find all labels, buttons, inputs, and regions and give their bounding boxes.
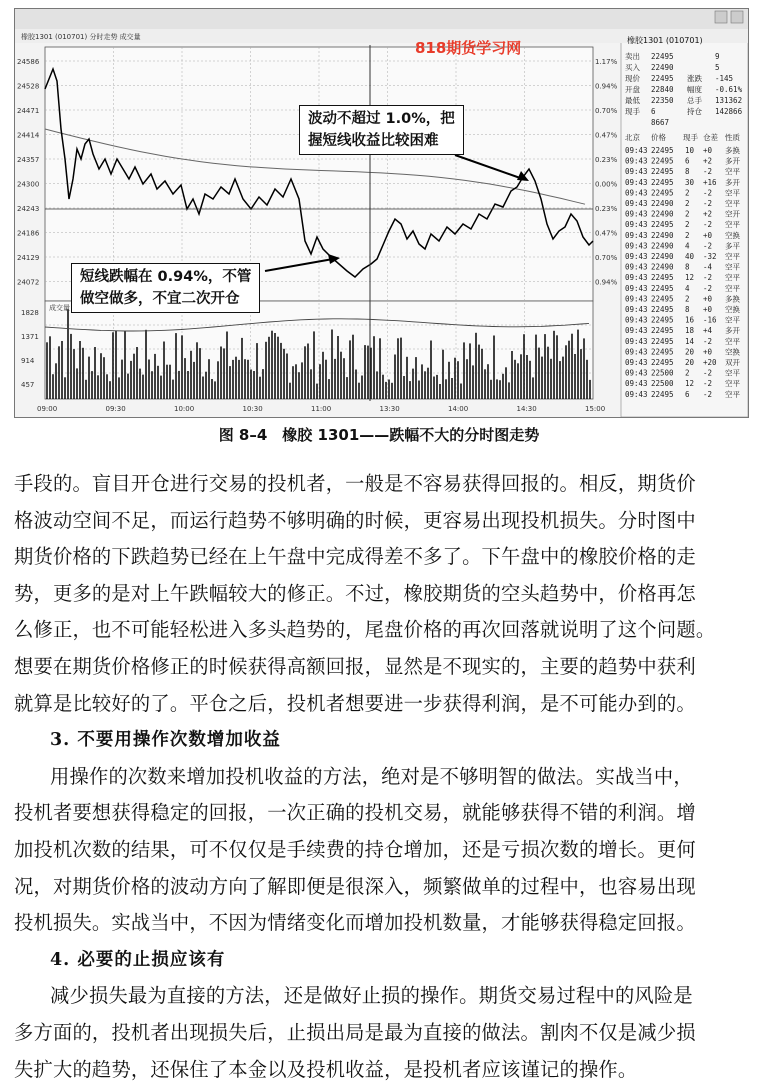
tick-cell: 2 <box>685 220 690 229</box>
quote-cell: 22495 <box>651 74 674 83</box>
tick-cell: 8 <box>685 167 690 176</box>
quote-cell: 持仓 <box>687 106 702 116</box>
para2-line: 况，对期货价格的波动方向了解即便是很深入，频繁做单的过程中，也容易出现 <box>14 869 754 906</box>
tick-cell: 22495 <box>651 326 674 335</box>
tick-cell: 09:43 <box>625 273 648 282</box>
tick-cell: 空平 <box>725 283 740 293</box>
tick-cell: -2 <box>703 369 712 378</box>
tick-cell: 09:43 <box>625 379 648 388</box>
time-axis-label: 15:00 <box>585 405 605 413</box>
para1-line: 期货价格的下跌趋势已经在上午盘中完成得差不多了。下午盘中的橡胶价格的走 <box>14 539 754 576</box>
tick-cell: 多开 <box>725 156 740 166</box>
tick-cell: 8 <box>685 263 690 272</box>
tick-cell: +0 <box>703 347 713 356</box>
tick-cell: 双开 <box>725 358 740 367</box>
volume-axis-label: 457 <box>21 381 34 389</box>
tick-cell: -2 <box>703 379 712 388</box>
quote-cell: 最低 <box>625 96 640 105</box>
time-axis-label: 14:30 <box>517 405 537 413</box>
tick-cell: 空平 <box>725 219 740 229</box>
section-heading-4: 4. 必要的止损应该有 <box>14 942 754 979</box>
price-axis-label: 24471 <box>17 107 39 115</box>
tick-cell: 22495 <box>651 188 674 197</box>
tick-cell: 09:43 <box>625 252 648 261</box>
tick-cell: 09:43 <box>625 337 648 346</box>
pct-axis-label: 0.47% <box>595 230 618 238</box>
callout-top-line2: 握短线收益比较困难 <box>308 130 455 152</box>
time-axis-label: 13:30 <box>380 405 400 413</box>
tick-cell: 09:43 <box>625 390 648 399</box>
tick-cell: 09:43 <box>625 358 648 367</box>
tick-cell: 多换 <box>725 293 740 303</box>
tick-cell: 09:43 <box>625 263 648 272</box>
tick-cell: 22490 <box>651 252 674 261</box>
tick-cell: 空平 <box>725 262 740 272</box>
tick-header-cell: 性质 <box>725 132 740 142</box>
para1-line: 想要在期货价格修正的时候获得高额回报，显然是不现实的，主要的趋势中获利 <box>14 649 754 686</box>
time-axis-label: 10:30 <box>243 405 263 413</box>
para1-line: 格波动空间不足，而运行趋势不够明确的时候，更容易出现投机损失。分时图中 <box>14 503 754 540</box>
tick-cell: 6 <box>685 157 690 166</box>
volume-axis-label: 1371 <box>21 333 39 341</box>
para1-line: 么修正，也不可能轻松进入多头趋势的，尾盘价格的再次回落就说明了这个问题。 <box>14 612 754 649</box>
tick-cell: 空平 <box>725 166 740 176</box>
quote-cell: 22495 <box>651 52 674 61</box>
tick-cell: -2 <box>703 337 712 346</box>
pct-axis-label: 0.70% <box>595 107 618 115</box>
quote-cell: 131362 <box>715 96 742 105</box>
tick-cell: +0 <box>703 231 713 240</box>
tick-cell: 空换 <box>725 346 740 356</box>
window-header-text: 橡胶1301 (010701) 分时走势 成交量 <box>21 32 141 41</box>
tick-cell: 22495 <box>651 167 674 176</box>
tick-cell: -2 <box>703 284 712 293</box>
time-axis-label: 14:00 <box>448 405 468 413</box>
tick-cell: 22490 <box>651 231 674 240</box>
tick-cell: 09:43 <box>625 316 648 325</box>
price-axis-label: 24072 <box>17 279 39 287</box>
tick-cell: 09:43 <box>625 188 648 197</box>
tick-cell: 多开 <box>725 325 740 335</box>
section-heading-3: 3. 不要用操作次数增加收益 <box>14 722 754 759</box>
tick-cell: 20 <box>685 347 695 356</box>
tick-cell: 2 <box>685 199 690 208</box>
tick-cell: -2 <box>703 390 712 399</box>
price-axis-label: 24243 <box>17 205 39 213</box>
tick-cell: -2 <box>703 241 712 250</box>
callout-top <box>299 105 464 155</box>
price-axis-label: 24528 <box>17 83 39 91</box>
tick-header-cell: 价格 <box>651 132 666 142</box>
tick-cell: -32 <box>703 252 717 261</box>
tick-cell: 22490 <box>651 199 674 208</box>
tick-cell: 22495 <box>651 220 674 229</box>
callout-bottom-line2: 做空做多，不宜二次开仓 <box>80 288 251 310</box>
price-axis-label: 24357 <box>17 156 39 164</box>
tick-cell: 22495 <box>651 347 674 356</box>
tick-cell: 22495 <box>651 305 674 314</box>
para1-line: 手段的。盲目开仓进行交易的投机者，一般是不容易获得回报的。相反，期货价 <box>14 466 754 503</box>
tick-cell: 09:43 <box>625 294 648 303</box>
quote-cell: 总手 <box>687 95 702 105</box>
watermark-logo: 818期货学习网 <box>415 37 521 58</box>
price-axis-label: 24186 <box>17 230 40 238</box>
callout-bottom <box>71 263 260 313</box>
quote-cell: -145 <box>715 74 733 83</box>
quote-cell: 幅度 <box>687 84 702 94</box>
pct-axis-label: 1.17% <box>595 58 618 66</box>
tick-cell: 22495 <box>651 157 674 166</box>
tick-header-cell: 仓差 <box>703 132 718 142</box>
window-close-icon <box>731 11 743 23</box>
tick-cell: 2 <box>685 231 690 240</box>
para1-line: 就算是比较好的了。平仓之后，投机者想要进一步获得利润，是不可能办到的。 <box>14 686 754 723</box>
tick-cell: 22495 <box>651 294 674 303</box>
quote-cell: 涨跌 <box>687 73 702 83</box>
tick-cell: 09:43 <box>625 241 648 250</box>
tick-cell: 09:43 <box>625 167 648 176</box>
tick-cell: -4 <box>703 263 713 272</box>
tick-cell: 10 <box>685 146 695 155</box>
tick-cell: +0 <box>703 305 713 314</box>
tick-cell: -2 <box>703 167 712 176</box>
tick-cell: 09:43 <box>625 157 648 166</box>
tick-cell: 4 <box>685 284 690 293</box>
tick-cell: 12 <box>685 273 694 282</box>
quote-cell: -0.61% <box>715 85 743 94</box>
volume-label: 成交量 <box>49 303 70 312</box>
tick-cell: 22500 <box>651 369 674 378</box>
price-axis-label: 24129 <box>17 254 39 262</box>
tick-cell: 空平 <box>725 272 740 282</box>
para2-line: 用操作的次数来增加投机收益的方法，绝对是不够明智的做法。实战当中， <box>14 759 754 796</box>
callout-bottom-line1: 短线跌幅在 0.94%，不管 <box>80 266 251 288</box>
tick-cell: 2 <box>685 369 690 378</box>
body-text <box>14 466 754 1088</box>
tick-cell: 空换 <box>725 304 740 314</box>
tick-cell: 09:43 <box>625 210 648 219</box>
tick-cell: 空平 <box>725 315 740 325</box>
para3-line: 失扩大的趋势，还保住了本金以及投机收益，是投机者应该谨记的操作。 <box>14 1052 754 1088</box>
callout-top-line1: 波动不超过 1.0%，把 <box>308 108 455 130</box>
tick-cell: 22490 <box>651 241 674 250</box>
tick-cell: 2 <box>685 188 690 197</box>
tick-cell: 空平 <box>725 251 740 261</box>
tick-cell: 8 <box>685 305 690 314</box>
tick-cell: 09:43 <box>625 369 648 378</box>
tick-cell: 2 <box>685 210 690 219</box>
tick-cell: 18 <box>685 326 695 335</box>
para3-line: 减少损失最为直接的方法，还是做好止损的操作。期货交易过程中的风险是 <box>14 978 754 1015</box>
tick-cell: 空开 <box>725 209 740 219</box>
tick-cell: 22495 <box>651 273 674 282</box>
chart-svg <box>15 9 748 417</box>
quote-cell: 22840 <box>651 85 674 94</box>
tick-cell: 6 <box>685 390 690 399</box>
tick-cell: 空平 <box>725 368 740 378</box>
tick-cell: 22495 <box>651 358 674 367</box>
quote-cell: 22350 <box>651 96 674 105</box>
para3-line: 多方面的，投机者出现损失后，止损出局是最为直接的做法。割肉不仅是减少损 <box>14 1015 754 1052</box>
tick-cell: 09:43 <box>625 199 648 208</box>
tick-cell: 4 <box>685 241 690 250</box>
tick-cell: 22490 <box>651 210 674 219</box>
tick-cell: +0 <box>703 146 713 155</box>
volume-axis-label: 1828 <box>21 309 39 317</box>
time-axis-label: 10:00 <box>174 405 194 413</box>
price-axis-label: 24300 <box>17 181 39 189</box>
quote-cell: 8667 <box>651 118 669 127</box>
figure-intraday-chart <box>14 8 749 418</box>
tick-cell: -2 <box>703 188 712 197</box>
tick-cell: +2 <box>703 157 712 166</box>
quote-cell: 开盘 <box>625 84 640 94</box>
tick-cell: 09:43 <box>625 178 648 187</box>
figure-caption: 图 8–4 橡胶 1301——跌幅不大的分时图走势 <box>0 424 758 445</box>
tick-cell: 30 <box>685 178 695 187</box>
quote-cell: 5 <box>715 63 720 72</box>
pct-axis-label: 0.47% <box>595 132 618 140</box>
tick-cell: 多开 <box>725 177 740 187</box>
tick-cell: 22490 <box>651 263 674 272</box>
tick-cell: 40 <box>685 252 695 261</box>
quote-cell: 22490 <box>651 63 674 72</box>
pct-axis-label: 0.23% <box>595 156 618 164</box>
tick-cell: 22495 <box>651 146 674 155</box>
tick-cell: 空平 <box>725 336 740 346</box>
tick-cell: 22500 <box>651 379 674 388</box>
tick-cell: 多换 <box>725 145 740 155</box>
tick-cell: 09:43 <box>625 220 648 229</box>
tick-cell: +0 <box>703 294 713 303</box>
para2-line: 投机者要想获得稳定的回报，一次正确的投机交易，就能够获得不错的利润。增 <box>14 795 754 832</box>
tick-cell: 09:43 <box>625 305 648 314</box>
tick-cell: 09:43 <box>625 326 648 335</box>
tick-cell: 空平 <box>725 187 740 197</box>
tick-cell: 空换 <box>725 230 740 240</box>
para2-line: 投机损失。实战当中，不因为情绪变化而增加投机数量，才能够获得稳定回报。 <box>14 905 754 942</box>
tick-cell: 16 <box>685 316 695 325</box>
quote-cell: 9 <box>715 52 720 61</box>
time-axis-label: 11:00 <box>311 405 331 413</box>
tick-cell: 空平 <box>725 389 740 399</box>
tick-cell: 22495 <box>651 337 674 346</box>
pct-axis-label: 0.00% <box>595 181 618 189</box>
time-axis-label: 09:30 <box>106 405 126 413</box>
tick-cell: 22495 <box>651 178 674 187</box>
quote-cell: 现手 <box>625 106 640 116</box>
tick-header-cell: 北京 <box>625 132 640 142</box>
quote-cell: 卖出 <box>625 51 640 61</box>
tick-cell: -2 <box>703 220 712 229</box>
pct-axis-label: 0.23% <box>595 205 618 213</box>
tick-cell: 22495 <box>651 316 674 325</box>
para2-line: 加投机次数的结果，可不仅仅是手续费的持仓增加，还是亏损次数的增长。更何 <box>14 832 754 869</box>
tick-cell: 空平 <box>725 198 740 208</box>
tick-cell: -16 <box>703 316 717 325</box>
tick-cell: +2 <box>703 210 712 219</box>
tick-cell: -2 <box>703 273 712 282</box>
quote-cell: 买入 <box>625 62 640 72</box>
quote-cell: 现价 <box>625 73 640 83</box>
volume-axis-label: 914 <box>21 357 35 365</box>
price-axis-label: 24414 <box>17 132 40 140</box>
tick-cell: -2 <box>703 199 712 208</box>
tick-cell: +16 <box>703 178 717 187</box>
pct-axis-label: 0.70% <box>595 254 618 262</box>
quote-title: 橡胶1301 (010701) <box>627 35 703 45</box>
tick-cell: 12 <box>685 379 694 388</box>
window-min-icon <box>715 11 727 23</box>
pct-axis-label: 0.94% <box>595 83 618 91</box>
time-axis-label: 09:00 <box>37 405 57 413</box>
para1-line: 势，更多的是对上午跌幅较大的修正。不过，橡胶期货的空头趋势中，价格再怎 <box>14 576 754 613</box>
tick-cell: 09:43 <box>625 146 648 155</box>
tick-cell: 多平 <box>725 240 740 250</box>
tick-cell: 2 <box>685 294 690 303</box>
tick-header-cell: 现手 <box>683 132 698 142</box>
tick-cell: 14 <box>685 337 695 346</box>
tick-cell: 09:43 <box>625 347 648 356</box>
tick-cell: +4 <box>703 326 713 335</box>
quote-cell: 6 <box>651 107 656 116</box>
tick-cell: +20 <box>703 358 717 367</box>
tick-cell: 09:43 <box>625 284 648 293</box>
tick-cell: 22495 <box>651 284 674 293</box>
tick-cell: 20 <box>685 358 695 367</box>
quote-cell: 142866 <box>715 107 743 116</box>
tick-cell: 09:43 <box>625 231 648 240</box>
pct-axis-label: 0.94% <box>595 279 618 287</box>
tick-cell: 空平 <box>725 378 740 388</box>
tick-cell: 22495 <box>651 390 674 399</box>
price-axis-label: 24586 <box>17 58 40 66</box>
